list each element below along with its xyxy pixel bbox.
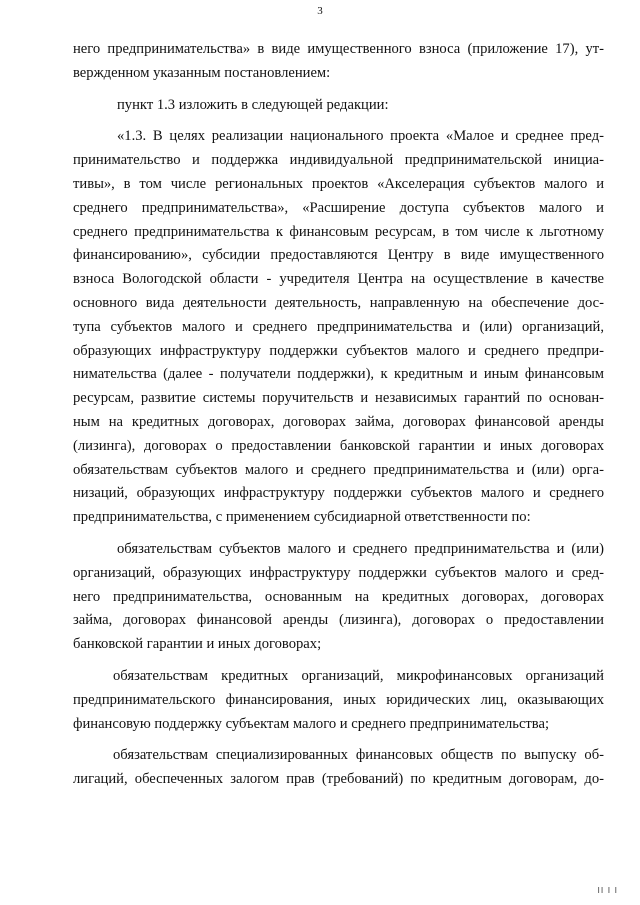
- text-line: пункт 1.3 изложить в следующей редакции:: [117, 96, 389, 113]
- paragraph-main-clause: [73, 125, 604, 530]
- text-line: финансовую поддержку субъектам малого и среднего предпринимательства;: [73, 715, 550, 732]
- text-line: принимательство и поддержка индивидуальной предпринимательской инициа-: [73, 152, 604, 169]
- text-line: (лизинга), договорах о предоставлении банковской гарантии и иных договорах: [73, 437, 604, 454]
- text-line: среднего предпринимательства», «Расширение доступа субъектов малого и: [73, 199, 604, 216]
- text-line: предпринимательства, с применением субсидиарной ответственности по:: [73, 509, 531, 526]
- text-line: обязательствам специализированных финансовых обществ по выпуску об-: [113, 747, 604, 764]
- scan-corner-mark: ІІ І І: [597, 886, 618, 895]
- paragraph-obligations-credit-orgs: [73, 665, 604, 736]
- page-number: 3: [317, 5, 323, 17]
- text-line: предпринимательского финансирования, иных юридических лиц, оказывающих: [73, 691, 604, 708]
- text-line: банковской гарантии и иных договорах;: [73, 636, 322, 653]
- text-line: него предпринимательства» в виде имущественного взноса (приложение 17), ут-: [73, 41, 604, 57]
- text-line: ным на кредитных договорах, договорах займа, договорах финансовой аренды: [73, 413, 604, 430]
- paragraph-obligations-sme: [73, 538, 604, 657]
- paragraph-intro: [73, 38, 604, 86]
- text-line: тивы», в том числе региональных проектов «Акселерация субъектов малого и: [73, 175, 604, 192]
- text-line: низаций, образующих инфраструктуру поддержки субъектов малого и среднего: [73, 485, 604, 502]
- text-line: основного вида деятельности деятельность, направленную на обеспечение дос-: [73, 294, 604, 311]
- text-line: «1.3. В целях реализации национального проекта «Малое и среднее пред-: [117, 128, 604, 145]
- paragraph-obligations-financial-societies: [73, 744, 604, 792]
- text-line: вержденном указанным постановлением:: [73, 64, 331, 81]
- text-line: ресурсам, развитие системы поручительств и независимых гарантий по основан-: [73, 390, 604, 407]
- text-line: финансированию», субсидии предоставляются Центру в виде имущественного: [73, 247, 604, 264]
- text-line: обязательствам субъектов малого и среднего предпринимательства и (или) орга-: [73, 461, 604, 478]
- text-line: взноса Вологодской области - учредителя Центра на осуществление в качестве: [73, 271, 604, 288]
- text-line: тупа субъектов малого и среднего предпринимательства и (или) организаций,: [73, 318, 604, 335]
- text-line: образующих инфраструктуру поддержки субъектов малого и среднего предпри-: [73, 342, 604, 359]
- text-line: среднего предпринимательства к финансовым ресурсам, в том числе к льготному: [73, 223, 604, 240]
- text-line: обязательствам субъектов малого и среднего предпринимательства и (или): [117, 540, 604, 557]
- text-line: обязательствам кредитных организаций, микрофинансовых организаций: [113, 667, 604, 684]
- text-line: займа, договорах финансовой аренды (лизинга), договорах о предоставлении: [73, 612, 604, 629]
- text-line: лигаций, обеспеченных залогом прав (требований) по кредитным договорам, до-: [73, 771, 604, 788]
- document-body: [73, 38, 604, 792]
- text-line: организаций, образующих инфраструктуру поддержки субъектов малого и сред-: [73, 564, 604, 581]
- paragraph-point-1-3: [73, 94, 604, 118]
- text-line: нимательства (далее - получатели поддержки), к кредитным и иным финансовым: [73, 366, 604, 383]
- text-line: него предпринимательства, основанным на кредитных договорах, договорах: [73, 588, 604, 605]
